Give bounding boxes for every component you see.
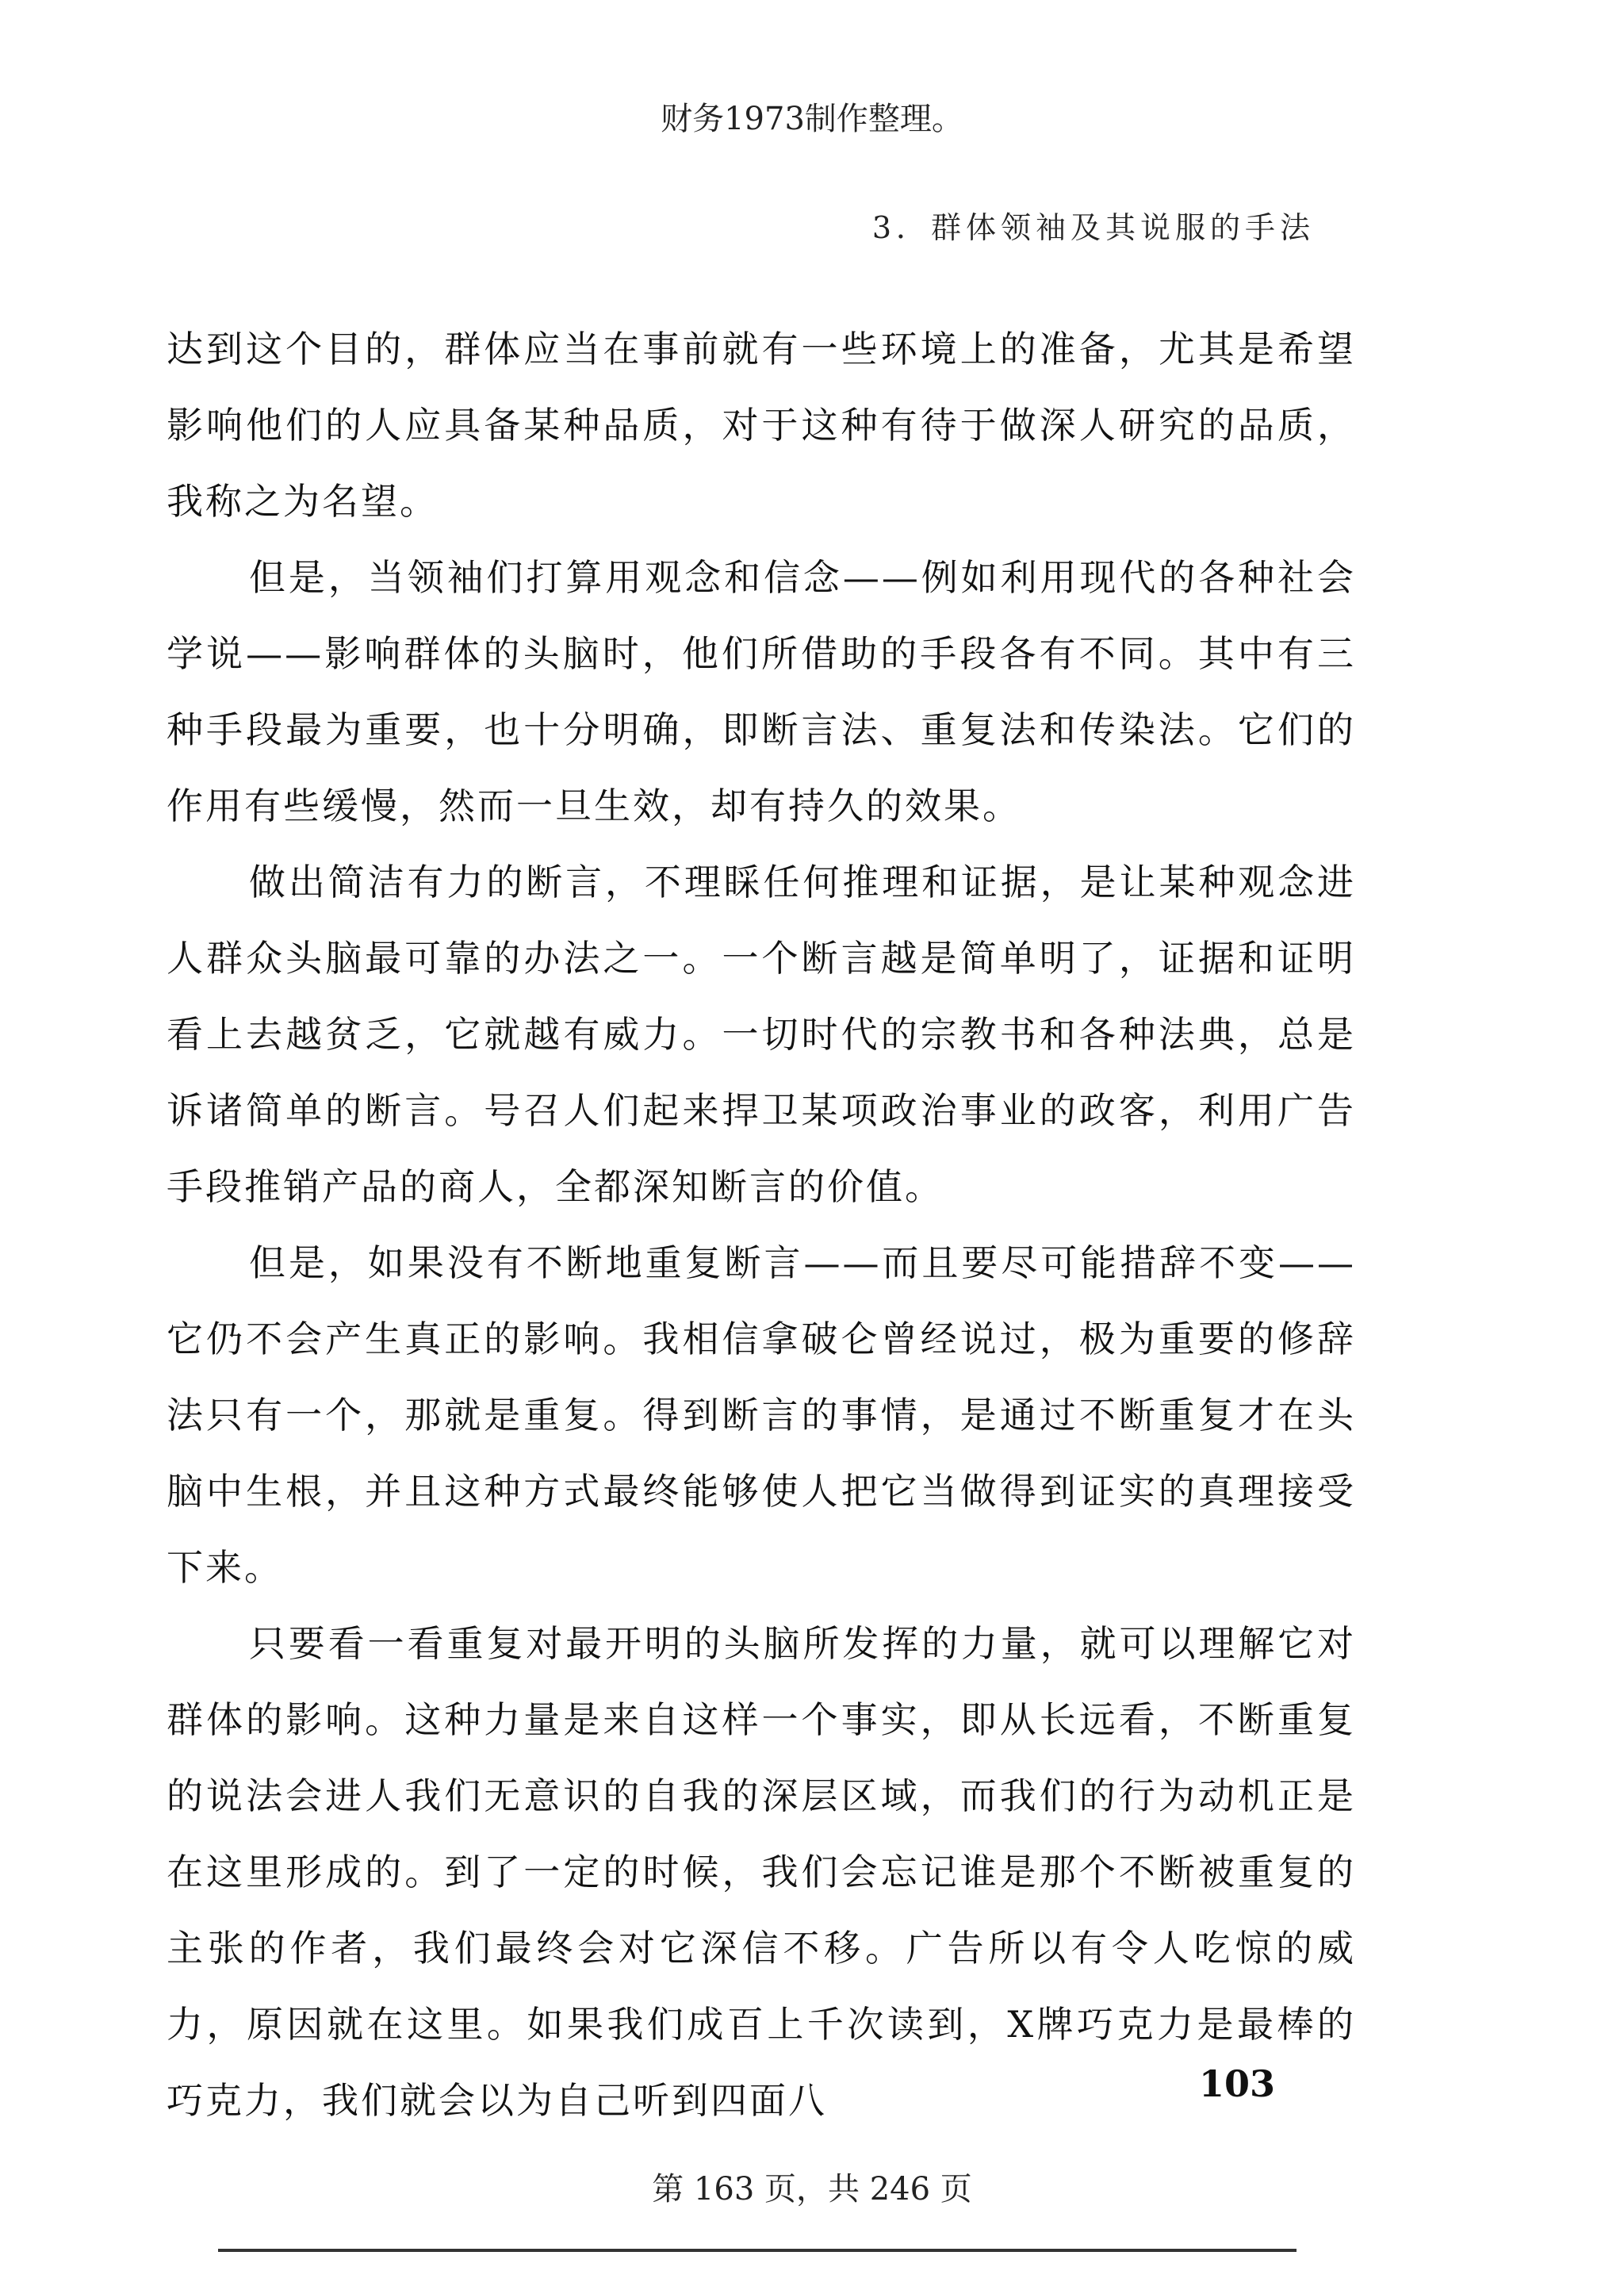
paragraph: 但是，当领袖们打算用观念和信念——例如利用现代的各种社会学说——影响群体的头脑时，他们所借助的手段各有不同。其中有三种手段最为重要，也十分明确，即断言法、重复法和传染法。它们的作用有些缓慢，然而一旦生效，却有持久的效果。 xyxy=(167,556,1356,827)
paragraph: 达到这个目的，群体应当在事前就有一些环境上的准备，尤其是希望影响他们的人应具备某种品质，对于这种有待于做深人研究的品质，我称之为名望。 xyxy=(167,328,1356,523)
footer-rule xyxy=(218,2249,1297,2252)
running-head-title: 3．群体领袖及其说服的手法 xyxy=(871,210,1315,245)
body-text xyxy=(167,311,1356,2138)
paragraph: 但是，如果没有不断地重复断言——而且要尽可能措辞不变——它仍不会产生真正的影响。我相信拿破仑曾经说过，极为重要的修辞法只有一个，那就是重复。得到断言的事情，是通过不断重复才在头脑中生根，并且这种方式最终能够使人把它当做得到证实的真理接受下来。 xyxy=(167,1241,1356,1589)
page-number: 103 xyxy=(1198,2062,1275,2105)
watermark-text: 财务1973制作整理。 xyxy=(661,101,963,137)
paragraph: 只要看一看重复对最开明的头脑所发挥的力量，就可以理解它对群体的影响。这种力量是来自这样一个事实，即从长远看，不断重复的说法会进人我们无意识的自我的深层区域，而我们的行为动机正是在这里形成的。到了一定的时候，我们会忘记谁是那个不断被重复的主张的作者，我们最终会对它深信不移。广告所以有令人吃惊的威力，原因就在这里。如果我们成百上千次读到，X牌巧克力是最棒的巧克力，我们就会以为自己听到四面八 xyxy=(167,1622,1356,2122)
paragraph: 做出简洁有力的断言，不理睬任何推理和证据，是让某种观念进人群众头脑最可靠的办法之一。一个断言越是简单明了，证据和证明看上去越贫乏，它就越有威力。一切时代的宗教书和各种法典，总是诉诸简单的断言。号召人们起来捍卫某项政治事业的政客，利用广告手段推销产品的商人，全都深知断言的价值。 xyxy=(167,861,1356,1208)
page-count: 第 163 页，共 246 页 xyxy=(652,2171,972,2208)
